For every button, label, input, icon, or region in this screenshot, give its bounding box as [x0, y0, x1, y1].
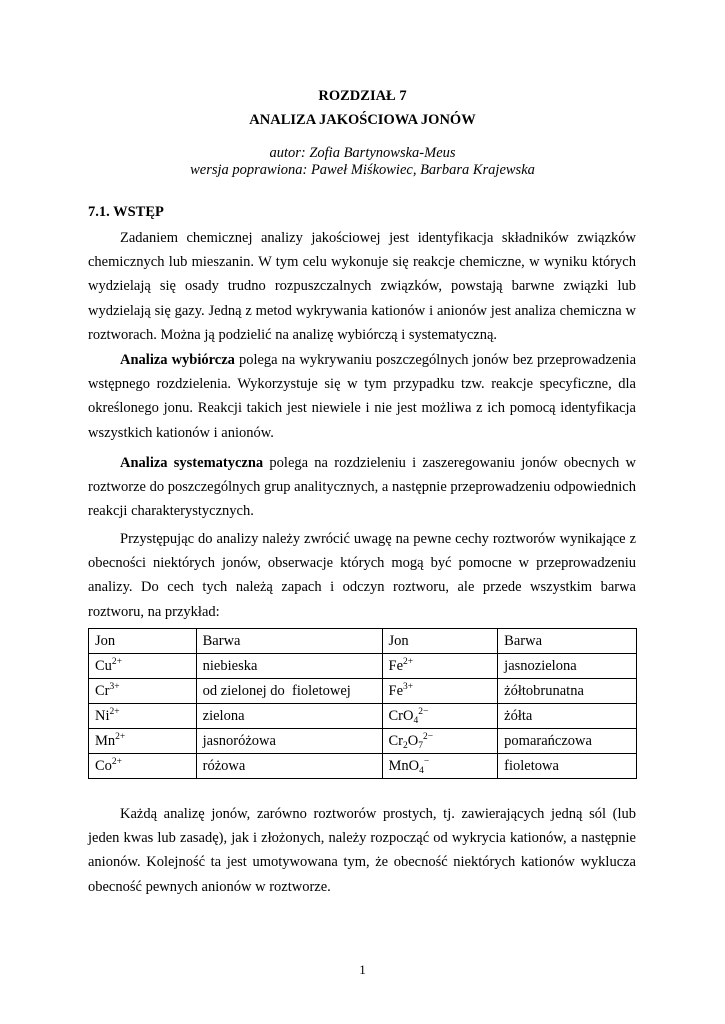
ion-cell — [89, 704, 197, 729]
ion-charge: 3+ — [403, 682, 414, 692]
ion-cell — [382, 754, 498, 779]
ion-subscript: 4 — [413, 716, 419, 726]
ion-charge: 2+ — [115, 732, 126, 742]
ion-cell — [89, 729, 197, 754]
ion-charge: 2+ — [109, 707, 120, 717]
ion-subscript: 2 — [403, 741, 408, 751]
ion-symbol: Fe — [388, 683, 403, 699]
ion-charge: 3+ — [109, 682, 120, 692]
paragraph-systematic-analysis — [88, 451, 636, 524]
color-cell: jasnozielona — [498, 654, 637, 679]
table-header-row — [89, 629, 637, 654]
ion-cell — [89, 679, 197, 704]
ion-color-table — [88, 628, 637, 779]
paragraph-selective-analysis — [88, 348, 636, 445]
color-cell: żółtobrunatna — [498, 679, 637, 704]
table-header-cell: Jon — [382, 629, 498, 654]
ion-symbol: Ni — [95, 708, 110, 724]
ion-charge: − — [423, 757, 430, 767]
ion-symbol: Fe — [388, 658, 403, 674]
color-cell: niebieska — [196, 654, 382, 679]
ion-symbol: Mn — [95, 733, 116, 749]
author-line: autor: Zofia Bartynowska-Meus — [269, 145, 456, 161]
ion-charge: 2+ — [111, 757, 123, 767]
ion-symbol: Cu — [95, 658, 112, 674]
table-row — [89, 679, 637, 704]
paragraph-solution-features: Przystępując do analizy należy zwrócić uwagę na pewne cechy roztworów wynikające z obecności niektórych jonów, obserwacje których mogą być pomocne w przeprowadzeniu analizy. Do cech tych należą zapach i odczyn roztworu, ale przede wszystkim barwa roztworu, na przykład: — [88, 531, 636, 620]
ion-symbol: Cr — [388, 733, 403, 749]
ion-symbol: MnO — [388, 758, 420, 774]
color-cell: zielona — [196, 704, 382, 729]
page-number: 1 — [359, 962, 366, 977]
ion-charge: 2+ — [111, 657, 123, 667]
ion-symbol: O — [407, 733, 419, 749]
table-header-cell: Barwa — [196, 629, 382, 654]
ion-cell — [382, 704, 498, 729]
ion-subscript: 4 — [419, 766, 424, 776]
ion-symbol: CrO — [388, 708, 414, 724]
ion-symbol: Co — [95, 758, 112, 774]
color-cell: pomarańczowa — [498, 729, 637, 754]
table-row — [89, 704, 637, 729]
ion-charge: 2− — [422, 732, 434, 742]
color-cell: od zielonej do fioletowej — [196, 679, 382, 704]
section-heading: 7.1. WSTĘP — [88, 204, 164, 220]
color-cell: fioletowa — [498, 754, 637, 779]
ion-cell — [382, 654, 498, 679]
ion-charge: 2+ — [403, 657, 414, 667]
paragraph-systematic-text: polega na rozdzieleniu i zaszeregowaniu jonów obecnych w roztworze do poszczególnych grup analitycznych, a następnie przeprowadzeniu odpowiednich reakcji charakterystycznych. — [88, 455, 637, 520]
color-cell: żółta — [498, 704, 637, 729]
table-row — [89, 729, 637, 754]
paragraph-intro: Zadaniem chemicznej analizy jakościowej jest identyfikacja składników związków chemicznych lub mieszanin. W tym celu wykonuje się reakcje chemiczne, w wyniku których wydzielają się osady trudno rozpuszczalnych związków, powstają barwne związki lub wydzielają się gazy. Jedną z metod wykrywania kationów i anionów jest analiza chemiczna w roztworach. Można ją podzielić na analizę wybiórczą i systematyczną. — [88, 230, 636, 343]
ion-charge: 2− — [418, 707, 429, 717]
ion-symbol: Cr — [95, 683, 110, 699]
ion-cell — [89, 654, 197, 679]
term-selective-analysis: Analiza wybiórcza — [120, 352, 235, 368]
color-cell: różowa — [196, 754, 382, 779]
color-cell: jasnoróżowa — [196, 729, 382, 754]
paragraph-selective-text: polega na wykrywaniu poszczególnych jonów bez przeprowadzenia wstępnego rozdzielenia. Wykorzystuje się w tym przypadku tzw. reakcje specyficzne, dla określonego jonu. Reakcji takich jest niewiele i nie jest możliwa z ich pomocą identyfikacja wszystkich kationów i anionów. — [88, 352, 636, 441]
table-row — [89, 754, 637, 779]
revision-line: wersja poprawiona: Paweł Miśkowiec, Barbara Krajewska — [190, 162, 535, 178]
table-header-cell: Barwa — [498, 629, 637, 654]
ion-cell — [382, 729, 498, 754]
ion-cell — [382, 679, 498, 704]
ion-subscript: 7 — [418, 741, 423, 751]
ion-cell — [89, 754, 197, 779]
table-header-cell: Jon — [89, 629, 197, 654]
paragraph-analysis-order: Każdą analizę jonów, zarówno roztworów prostych, tj. zawierających jedną sól (lub jeden kwas lub zasadę), jak i złożonych, należy rozpocząć od wykrycia kationów, a następnie anionów. Kolejność ta jest umotywowana tym, że obecność niektórych kationów wyklucza obecność pewnych anionów w roztworze. — [88, 806, 636, 895]
chapter-label: ROZDZIAŁ 7 — [318, 88, 407, 104]
table-row — [89, 654, 637, 679]
term-systematic-analysis: Analiza systematyczna — [120, 455, 264, 471]
chapter-title: ANALIZA JAKOŚCIOWA JONÓW — [249, 112, 476, 128]
